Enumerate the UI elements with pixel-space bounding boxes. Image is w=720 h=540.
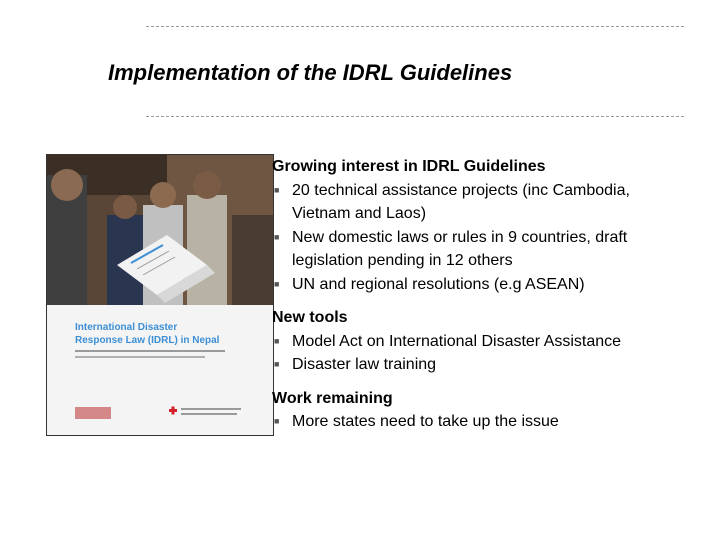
square-bullet-icon: ■ <box>274 184 280 195</box>
list-item: ■ Model Act on International Disaster Assistance <box>272 330 692 354</box>
slide-title: Implementation of the IDRL Guidelines <box>108 60 513 85</box>
cover-title-line1: International Disaster <box>75 322 178 333</box>
bottom-dashed-rule <box>146 116 684 117</box>
square-bullet-icon: ■ <box>274 231 280 242</box>
square-bullet-icon: ■ <box>274 416 280 426</box>
section-new-tools <box>272 306 692 377</box>
bullet-list <box>272 330 692 377</box>
section-heading: Growing interest in IDRL Guidelines <box>272 158 546 175</box>
list-item: ■ UN and regional resolutions (e.g ASEAN) <box>272 273 692 297</box>
slide-content <box>272 155 692 444</box>
report-cover-image <box>46 154 274 436</box>
list-item: ■ New domestic laws or rules in 9 countries, draft legislation pending in 12 others <box>272 226 692 273</box>
square-bullet-icon: ■ <box>274 359 280 369</box>
section-heading: Work remaining <box>272 389 393 407</box>
top-dashed-rule <box>146 26 684 27</box>
list-item: ■ Disaster law training <box>272 353 692 377</box>
square-bullet-icon: ■ <box>274 278 280 289</box>
bullet-list <box>272 410 692 434</box>
section-work-remaining <box>272 387 692 434</box>
section-heading: New tools <box>272 309 348 326</box>
cover-logo-left <box>75 407 111 419</box>
bullet-list <box>272 179 692 297</box>
square-bullet-icon: ■ <box>274 335 280 346</box>
cover-title-line2: Response Law (IDRL) in Nepal <box>75 335 220 346</box>
section-growing-interest <box>272 155 692 296</box>
cover-logo-right <box>181 408 241 410</box>
list-item: ■ More states need to take up the issue <box>272 410 692 434</box>
list-item: ■ 20 technical assistance projects (inc Cambodia, Vietnam and Laos) <box>272 179 692 226</box>
